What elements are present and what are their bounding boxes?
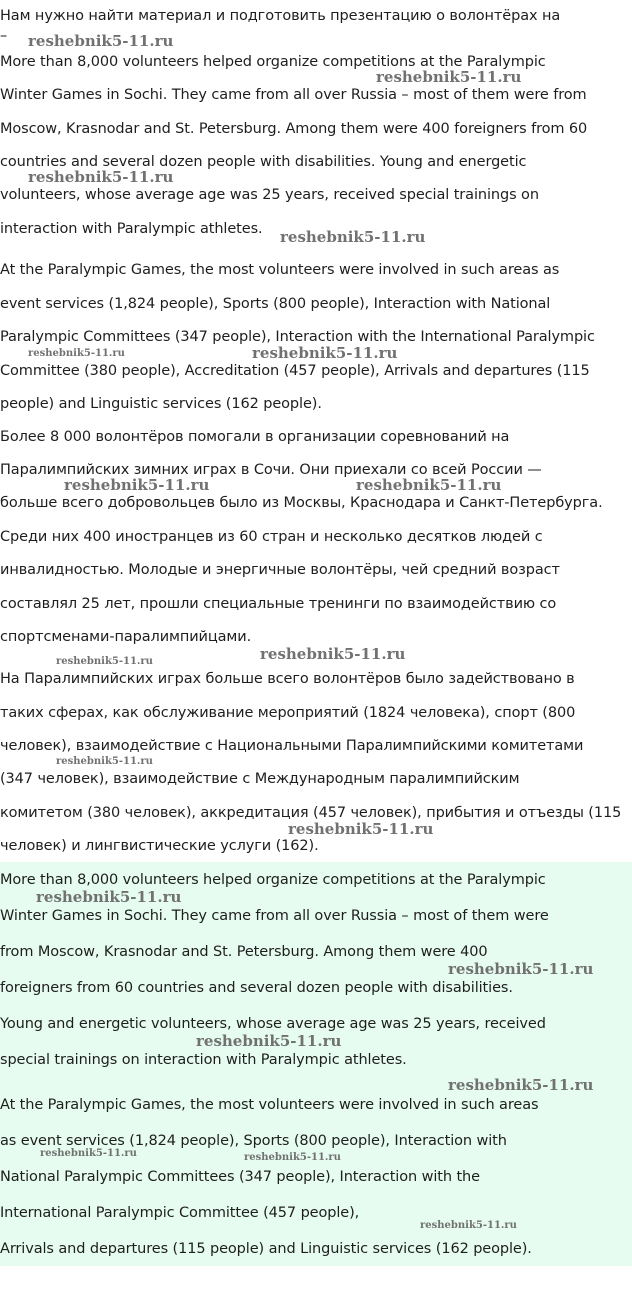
text-line: Среди них 400 иностранцев из 60 стран и несколько десятков людей с	[0, 529, 543, 545]
text-line: На Паралимпийских играх больше всего волонтёров было задействовано в	[0, 671, 575, 687]
text-line: (347 человек), взаимодействие с Международным паралимпийским	[0, 771, 520, 787]
text-line: спортсменами-паралимпийцами.	[0, 629, 252, 645]
watermark: reshebnik5-11.ru	[288, 820, 434, 838]
watermark: reshebnik5-11.ru	[244, 1152, 341, 1163]
watermark: reshebnik5-11.ru	[448, 1076, 594, 1094]
text-line: инвалидностью. Молодые и энергичные волонтёры, чей средний возраст	[0, 562, 560, 578]
clipped-line: –	[0, 34, 8, 44]
watermark: reshebnik5-11.ru	[280, 228, 426, 246]
text-line: человек), взаимодействие с Национальными Паралимпийскими комитетами	[0, 738, 584, 754]
intro-line: Нам нужно найти материал и подготовить презентацию о волонтёрах на	[0, 8, 561, 24]
text-line: больше всего добровольцев было из Москвы, Краснодара и Санкт-Петербурга.	[0, 495, 603, 511]
watermark: reshebnik5-11.ru	[64, 476, 210, 494]
text-line: At the Paralympic Games, the most volunteers were involved in such areas as	[0, 262, 560, 278]
text-line: countries and several dozen people with disabilities. Young and energetic	[0, 154, 527, 170]
text-line: Более 8 000 волонтёров помогали в организации соревнований на	[0, 429, 510, 445]
text-line: Paralympic Committees (347 people), Interaction with the International Paralympic	[0, 329, 595, 345]
text-line: Arrivals and departures (115 people) and Linguistic services (162 people).	[0, 1241, 532, 1257]
watermark: reshebnik5-11.ru	[252, 344, 398, 362]
watermark: reshebnik5-11.ru	[40, 1148, 137, 1159]
watermark: reshebnik5-11.ru	[28, 168, 174, 186]
text-line: interaction with Paralympic athletes.	[0, 221, 263, 237]
text-line: people) and Linguistic services (162 people).	[0, 396, 322, 412]
text-line: foreigners from 60 countries and several dozen people with disabilities.	[0, 980, 513, 996]
text-line: составлял 25 лет, прошли специальные тренинги по взаимодействию со	[0, 596, 557, 612]
watermark: reshebnik5-11.ru	[56, 656, 153, 667]
watermark: reshebnik5-11.ru	[448, 960, 594, 978]
text-line: event services (1,824 people), Sports (800 people), Interaction with National	[0, 296, 551, 312]
text-line: At the Paralympic Games, the most volunteers were involved in such areas	[0, 1097, 539, 1113]
watermark: reshebnik5-11.ru	[56, 756, 153, 767]
text-line: as event services (1,824 people), Sports (800 people), Interaction with	[0, 1133, 507, 1149]
watermark: reshebnik5-11.ru	[36, 888, 182, 906]
watermark: reshebnik5-11.ru	[376, 68, 522, 86]
watermark: reshebnik5-11.ru	[28, 32, 174, 50]
text-line: таких сферах, как обслуживание мероприятий (1824 человека), спорт (800	[0, 705, 576, 721]
text-line: from Moscow, Krasnodar and St. Petersburg. Among them were 400	[0, 944, 488, 960]
text-line: Committee (380 people), Accreditation (457 people), Arrivals and departures (115	[0, 363, 590, 379]
text-line: More than 8,000 volunteers helped organize competitions at the Paralympic	[0, 872, 546, 888]
text-line: комитетом (380 человек), аккредитация (457 человек), прибытия и отъезды (115	[0, 805, 622, 821]
text-line: Winter Games in Sochi. They came from all over Russia – most of them were from	[0, 87, 587, 103]
text-line: volunteers, whose average age was 25 years, received special trainings on	[0, 187, 539, 203]
text-line: Moscow, Krasnodar and St. Petersburg. Among them were 400 foreigners from 60	[0, 121, 588, 137]
watermark: reshebnik5-11.ru	[28, 348, 125, 359]
text-line: Young and energetic volunteers, whose average age was 25 years, received	[0, 1016, 546, 1032]
text-line: International Paralympic Committee (457 people),	[0, 1205, 360, 1221]
watermark: reshebnik5-11.ru	[356, 476, 502, 494]
text-line: National Paralympic Committees (347 people), Interaction with the	[0, 1169, 480, 1185]
text-line: special trainings on interaction with Paralympic athletes.	[0, 1052, 407, 1068]
text-line: человек) и лингвистические услуги (162).	[0, 838, 319, 854]
watermark: reshebnik5-11.ru	[260, 645, 406, 663]
watermark: reshebnik5-11.ru	[420, 1220, 517, 1231]
text-line: More than 8,000 volunteers helped organize competitions at the Paralympic	[0, 54, 546, 70]
text-line: Winter Games in Sochi. They came from all over Russia – most of them were	[0, 908, 549, 924]
text-line: Паралимпийских зимних играх в Сочи. Они приехали со всей России —	[0, 462, 542, 478]
watermark: reshebnik5-11.ru	[196, 1032, 342, 1050]
